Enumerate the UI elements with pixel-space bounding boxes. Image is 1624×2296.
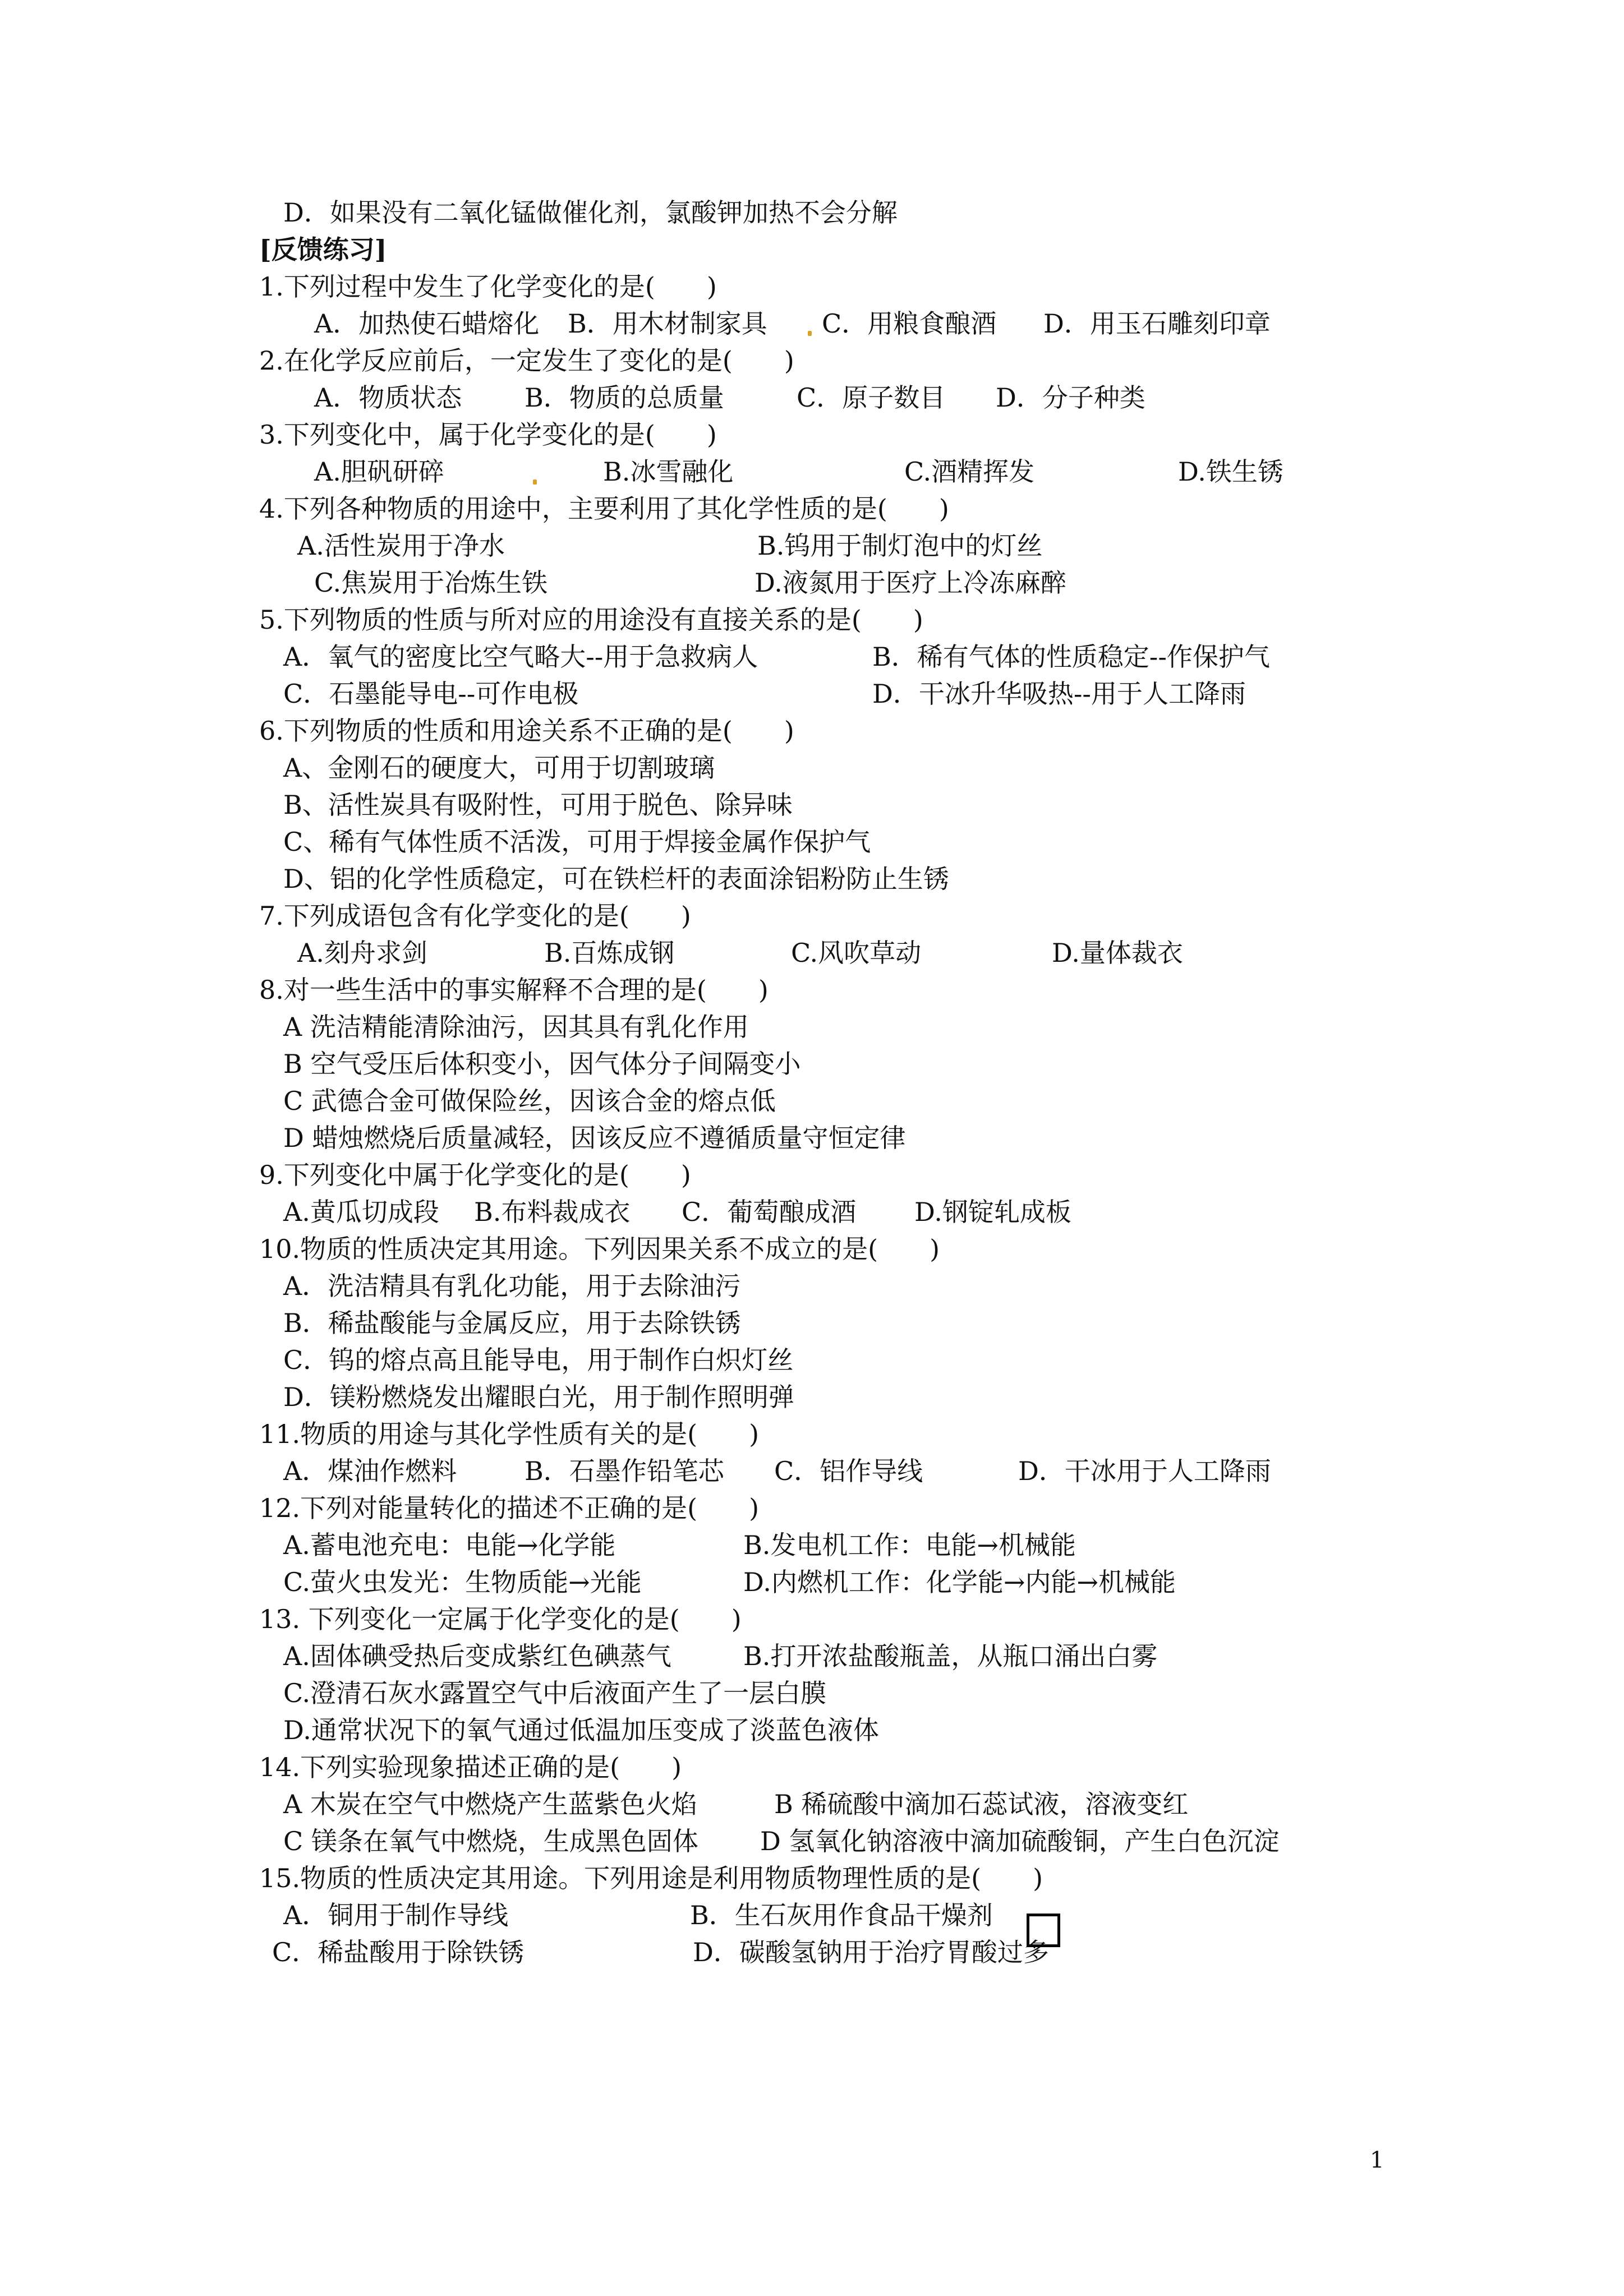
q3-option-b: B.冰雪融化 [603, 457, 734, 487]
question-4-stem: 4.下列各种物质的用途中，主要利用了其化学性质的是( ) [259, 494, 949, 524]
q3-option-c: C.酒精挥发 [904, 457, 1035, 487]
q4-option-b: B.钨用于制灯泡中的灯丝 [757, 531, 1043, 561]
q8-option-d: D 蜡烛燃烧后质量减轻，因该反应不遵循质量守恒定律 [283, 1123, 906, 1153]
question-6-stem: 6.下列物质的性质和用途关系不正确的是( ) [259, 716, 794, 746]
q13-option-a: A.固体碘受热后变成紫红色碘蒸气 [283, 1641, 671, 1671]
q7-option-b: B.百炼成钢 [544, 938, 675, 968]
q9-option-a: A.黄瓜切成段 [283, 1197, 439, 1227]
question-7-stem: 7.下列成语包含有化学变化的是( ) [259, 901, 691, 931]
page-number: 1 [1370, 2147, 1384, 2173]
q13-option-d: D.通常状况下的氧气通过低温加压变成了淡蓝色液体 [283, 1715, 879, 1745]
stray-mark [808, 331, 812, 336]
q13-option-b: B.打开浓盐酸瓶盖，从瓶口涌出白雾 [743, 1641, 1158, 1671]
q6-option-b: B、活性炭具有吸附性，可用于脱色、除异味 [283, 790, 793, 820]
empty-checkbox-square [1027, 1914, 1060, 1947]
question-15-stem: 15.物质的性质决定其用途。下列用途是利用物质物理性质的是( ) [259, 1863, 1043, 1893]
q7-option-c: C.风吹草动 [791, 938, 922, 968]
q2-option-d: D．分子种类 [996, 382, 1145, 413]
q2-option-c: C．原子数目 [797, 382, 946, 413]
q6-option-c: C、稀有气体性质不活泼，可用于焊接金属作保护气 [283, 827, 871, 857]
q1-option-a: A．加热使石蜡熔化 [314, 308, 540, 339]
q12-option-b: B.发电机工作：电能→机械能 [743, 1530, 1076, 1560]
q14-option-b: B 稀硫酸中滴加石蕊试液，溶液变红 [774, 1789, 1189, 1819]
q5-option-b: B．稀有气体的性质稳定--作保护气 [872, 642, 1270, 672]
q15-option-d: D．碳酸氢钠用于治疗胃酸过多 [693, 1937, 1049, 1967]
q1-option-b: B．用木材制家具 [568, 308, 767, 339]
q14-option-d: D 氢氧化钠溶液中滴加硫酸铜，产生白色沉淀 [760, 1826, 1280, 1856]
q11-option-b: B．石墨作铅笔芯 [525, 1456, 724, 1486]
q12-option-d: D.内燃机工作：化学能→内能→机械能 [743, 1567, 1176, 1597]
question-3-stem: 3.下列变化中，属于化学变化的是( ) [259, 419, 717, 450]
q8-option-a: A 洗洁精能清除油污，因其具有乳化作用 [283, 1012, 749, 1042]
q10-option-c: C．钨的熔点高且能导电，用于制作白炽灯丝 [283, 1345, 794, 1375]
section-title: [反馈练习] [259, 234, 387, 265]
q15-option-a: A．铜用于制作导线 [283, 1900, 509, 1930]
question-13-stem: 13. 下列变化一定属于化学变化的是( ) [259, 1604, 742, 1634]
stray-mark [533, 480, 537, 485]
q9-option-b: B.布料裁成衣 [474, 1197, 631, 1227]
q2-option-a: A．物质状态 [314, 382, 462, 413]
q8-option-c: C 武德合金可做保险丝，因该合金的熔点低 [283, 1086, 776, 1116]
q12-option-c: C.萤火虫发光：生物质能→光能 [283, 1567, 642, 1597]
question-8-stem: 8.对一些生活中的事实解释不合理的是( ) [259, 975, 769, 1005]
q8-option-b: B 空气受压后体积变小，因气体分子间隔变小 [283, 1049, 801, 1079]
question-11-stem: 11.物质的用途与其化学性质有关的是( ) [259, 1419, 760, 1449]
q14-option-a: A 木炭在空气中燃烧产生蓝紫色火焰 [283, 1789, 697, 1819]
q11-option-c: C．铝作导线 [774, 1456, 923, 1486]
question-5-stem: 5.下列物质的性质与所对应的用途没有直接关系的是( ) [259, 605, 923, 635]
question-14-stem: 14.下列实验现象描述正确的是( ) [259, 1752, 682, 1782]
q4-option-d: D.液氮用于医疗上冷冻麻醉 [755, 568, 1066, 598]
q11-option-a: A．煤油作燃料 [283, 1456, 457, 1486]
q12-option-a: A.蓄电池充电：电能→化学能 [283, 1530, 616, 1560]
q11-option-d: D．干冰用于人工降雨 [1018, 1456, 1271, 1486]
question-1-stem: 1.下列过程中发生了化学变化的是( ) [259, 271, 717, 302]
q7-option-a: A.刻舟求剑 [297, 938, 427, 968]
q2-option-b: B．物质的总质量 [525, 382, 724, 413]
q4-option-c: C.焦炭用于冶炼生铁 [314, 568, 548, 598]
q6-option-d: D、铝的化学性质稳定，可在铁栏杆的表面涂铝粉防止生锈 [283, 864, 949, 894]
q5-option-d: D．干冰升华吸热--用于人工降雨 [872, 679, 1246, 709]
question-12-stem: 12.下列对能量转化的描述不正确的是( ) [259, 1493, 760, 1523]
q13-option-c: C.澄清石灰水露置空气中后液面产生了一层白膜 [283, 1678, 827, 1708]
q1-option-c: C．用粮食酿酒 [822, 308, 997, 339]
question-2-stem: 2.在化学反应前后，一定发生了变化的是( ) [259, 345, 794, 376]
q9-option-c: C．葡萄酿成酒 [682, 1197, 857, 1227]
q3-option-d: D.铁生锈 [1178, 457, 1283, 487]
q5-option-c: C．石墨能导电--可作电极 [283, 679, 579, 709]
q15-option-b: B．生石灰用作食品干燥剂 [690, 1900, 993, 1930]
q1-option-d: D．用玉石雕刻印章 [1043, 308, 1271, 339]
q15-option-c: C．稀盐酸用于除铁锈 [272, 1937, 525, 1967]
q3-option-a: A.胆矾研碎 [314, 457, 444, 487]
q4-option-a: A.活性炭用于净水 [297, 531, 505, 561]
question-10-stem: 10.物质的性质决定其用途。下列因果关系不成立的是( ) [259, 1234, 940, 1264]
q10-option-b: B．稀盐酸能与金属反应，用于去除铁锈 [283, 1308, 741, 1338]
q10-option-a: A．洗洁精具有乳化功能，用于去除油污 [283, 1271, 741, 1301]
q7-option-d: D.量体裁衣 [1052, 938, 1183, 968]
q5-option-a: A．氧气的密度比空气略大--用于急救病人 [283, 642, 758, 672]
q10-option-d: D．镁粉燃烧发出耀眼白光，用于制作照明弹 [283, 1382, 794, 1412]
previous-option-d: D．如果没有二氧化锰做催化剂，氯酸钾加热不会分解 [283, 197, 898, 228]
q14-option-c: C 镁条在氧气中燃烧，生成黑色固体 [283, 1826, 698, 1856]
question-9-stem: 9.下列变化中属于化学变化的是( ) [259, 1160, 691, 1190]
q9-option-d: D.钢锭轧成板 [914, 1197, 1071, 1227]
q6-option-a: A、金刚石的硬度大，可用于切割玻璃 [283, 753, 715, 783]
